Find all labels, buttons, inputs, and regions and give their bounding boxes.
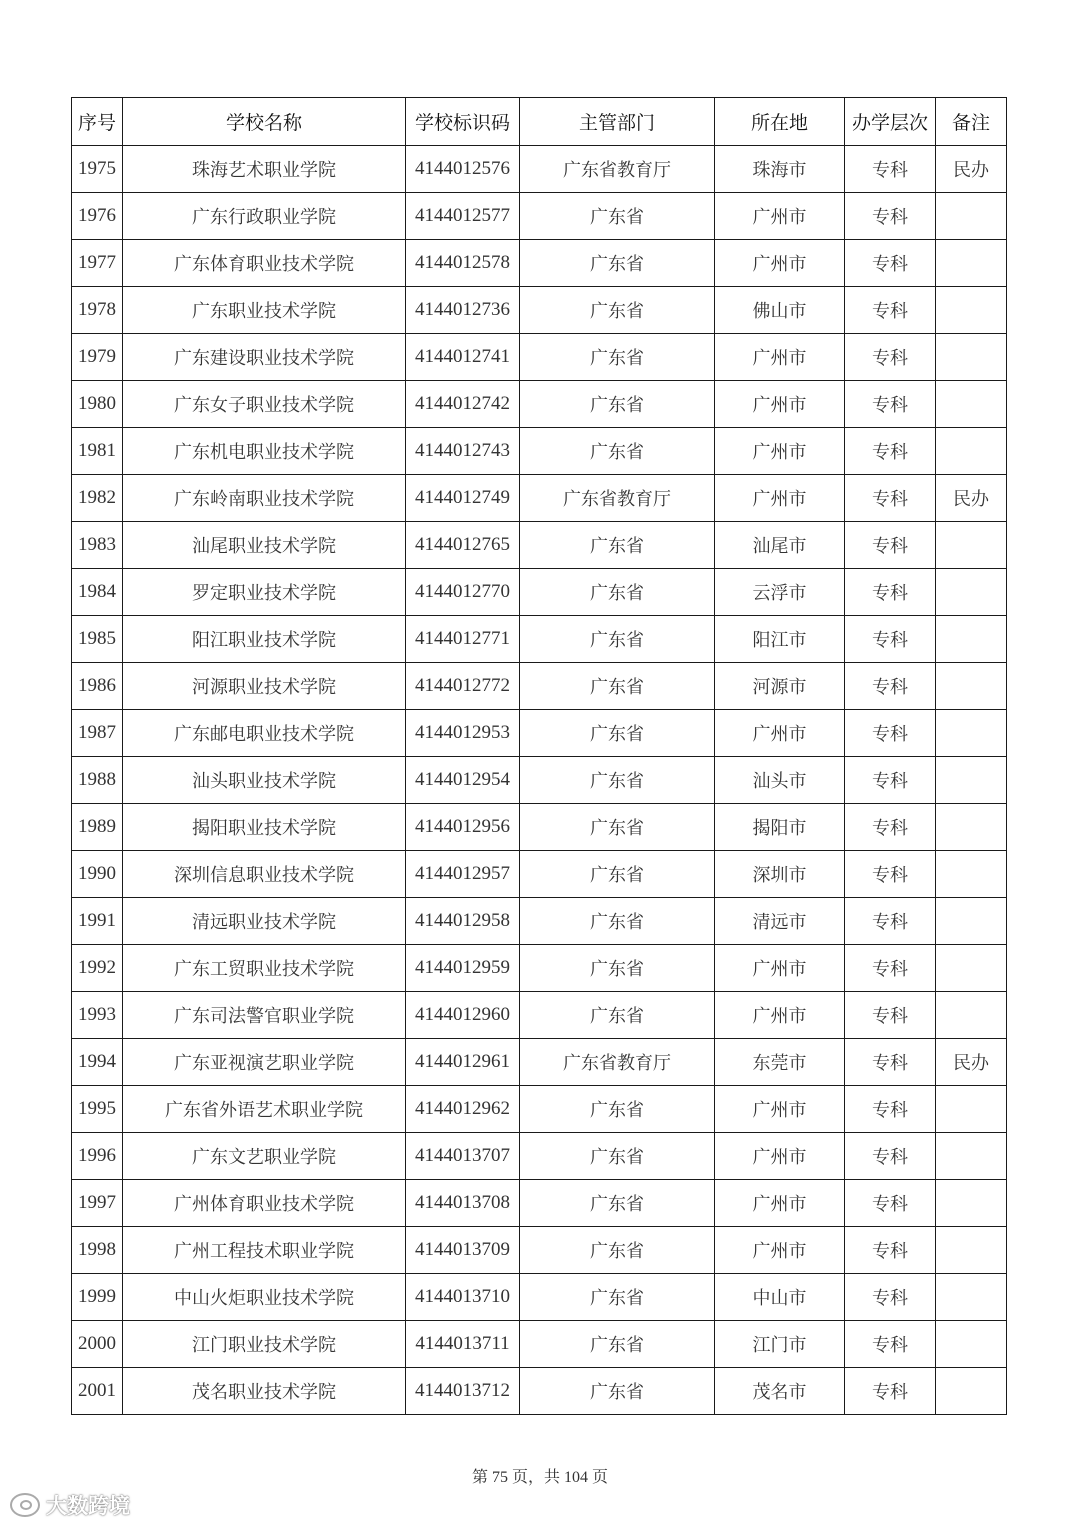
seq-cell: 1991 — [72, 898, 123, 945]
header-school-code: 学校标识码 — [406, 98, 520, 146]
seq-cell: 1993 — [72, 992, 123, 1039]
level-cell: 专科 — [845, 522, 936, 569]
seq-cell: 1992 — [72, 945, 123, 992]
level-cell: 专科 — [845, 663, 936, 710]
header-location: 所在地 — [715, 98, 845, 146]
school-name-cell: 汕尾职业技术学院 — [123, 522, 406, 569]
department-cell: 广东省 — [520, 287, 715, 334]
level-cell: 专科 — [845, 1039, 936, 1086]
table-row — [72, 757, 1007, 804]
watermark-text: 大数跨境 — [46, 1494, 130, 1518]
seq-cell: 1981 — [72, 428, 123, 475]
school-name-cell: 广东职业技术学院 — [123, 287, 406, 334]
school-code-cell: 4144012743 — [406, 428, 520, 475]
school-code-cell: 4144013710 — [406, 1274, 520, 1321]
department-cell: 广东省 — [520, 1368, 715, 1415]
table-row — [72, 381, 1007, 428]
table-row — [72, 945, 1007, 992]
department-cell: 广东省 — [520, 1133, 715, 1180]
level-cell: 专科 — [845, 287, 936, 334]
location-cell: 广州市 — [715, 381, 845, 428]
seq-cell: 1998 — [72, 1227, 123, 1274]
level-cell: 专科 — [845, 1274, 936, 1321]
level-cell: 专科 — [845, 757, 936, 804]
page-number: 第 75 页，共 104 页 — [471, 1469, 608, 1486]
department-cell: 广东省 — [520, 428, 715, 475]
table-row — [72, 240, 1007, 287]
school-code-cell: 4144012953 — [406, 710, 520, 757]
location-cell: 广州市 — [715, 240, 845, 287]
level-cell: 专科 — [845, 240, 936, 287]
department-cell: 广东省 — [520, 992, 715, 1039]
seq-cell: 1979 — [72, 334, 123, 381]
remark-cell — [936, 522, 1007, 569]
location-cell: 清远市 — [715, 898, 845, 945]
table-row — [72, 193, 1007, 240]
location-cell: 广州市 — [715, 1086, 845, 1133]
table-row — [72, 851, 1007, 898]
table-row — [72, 522, 1007, 569]
school-name-cell: 广东体育职业技术学院 — [123, 240, 406, 287]
remark-cell — [936, 710, 1007, 757]
table-row — [72, 1180, 1007, 1227]
school-name-cell: 广东亚视演艺职业学院 — [123, 1039, 406, 1086]
table-row — [72, 569, 1007, 616]
remark-cell — [936, 569, 1007, 616]
remark-cell — [936, 1368, 1007, 1415]
level-cell: 专科 — [845, 1086, 936, 1133]
level-cell: 专科 — [845, 1227, 936, 1274]
location-cell: 珠海市 — [715, 146, 845, 193]
school-code-cell: 4144012749 — [406, 475, 520, 522]
department-cell: 广东省教育厅 — [520, 475, 715, 522]
school-name-cell: 广东文艺职业学院 — [123, 1133, 406, 1180]
table-row — [72, 710, 1007, 757]
school-name-cell: 广州工程技术职业学院 — [123, 1227, 406, 1274]
location-cell: 东莞市 — [715, 1039, 845, 1086]
remark-cell — [936, 1227, 1007, 1274]
level-cell: 专科 — [845, 146, 936, 193]
school-name-cell: 江门职业技术学院 — [123, 1321, 406, 1368]
level-cell: 专科 — [845, 1368, 936, 1415]
seq-cell: 1995 — [72, 1086, 123, 1133]
remark-cell — [936, 898, 1007, 945]
school-code-cell: 4144012956 — [406, 804, 520, 851]
school-name-cell: 广东工贸职业技术学院 — [123, 945, 406, 992]
department-cell: 广东省 — [520, 193, 715, 240]
remark-cell — [936, 1274, 1007, 1321]
seq-cell: 1985 — [72, 616, 123, 663]
table-row — [72, 898, 1007, 945]
table-row — [72, 616, 1007, 663]
school-name-cell: 广东司法警官职业学院 — [123, 992, 406, 1039]
seq-cell: 2001 — [72, 1368, 123, 1415]
remark-cell — [936, 1133, 1007, 1180]
header-seq: 序号 — [72, 98, 123, 146]
level-cell: 专科 — [845, 193, 936, 240]
school-code-cell: 4144012771 — [406, 616, 520, 663]
level-cell: 专科 — [845, 992, 936, 1039]
school-name-cell: 茂名职业技术学院 — [123, 1368, 406, 1415]
header-row — [72, 98, 1007, 146]
school-code-cell: 4144012578 — [406, 240, 520, 287]
remark-cell: 民办 — [936, 146, 1007, 193]
school-code-cell: 4144012772 — [406, 663, 520, 710]
remark-cell — [936, 945, 1007, 992]
table-row — [72, 1133, 1007, 1180]
location-cell: 广州市 — [715, 1133, 845, 1180]
seq-cell: 1982 — [72, 475, 123, 522]
remark-cell — [936, 1321, 1007, 1368]
location-cell: 广州市 — [715, 428, 845, 475]
department-cell: 广东省 — [520, 1086, 715, 1133]
table-row — [72, 1086, 1007, 1133]
remark-cell — [936, 193, 1007, 240]
department-cell: 广东省 — [520, 616, 715, 663]
table-row — [72, 334, 1007, 381]
watermark — [10, 1490, 130, 1520]
remark-cell — [936, 851, 1007, 898]
location-cell: 阳江市 — [715, 616, 845, 663]
table-row — [72, 428, 1007, 475]
department-cell: 广东省 — [520, 522, 715, 569]
department-cell: 广东省教育厅 — [520, 1039, 715, 1086]
level-cell: 专科 — [845, 428, 936, 475]
seq-cell: 1984 — [72, 569, 123, 616]
location-cell: 河源市 — [715, 663, 845, 710]
location-cell: 中山市 — [715, 1274, 845, 1321]
location-cell: 广州市 — [715, 710, 845, 757]
seq-cell: 1975 — [72, 146, 123, 193]
department-cell: 广东省 — [520, 710, 715, 757]
school-code-cell: 4144012742 — [406, 381, 520, 428]
remark-cell — [936, 287, 1007, 334]
school-code-cell: 4144012961 — [406, 1039, 520, 1086]
remark-cell — [936, 1180, 1007, 1227]
level-cell: 专科 — [845, 1133, 936, 1180]
school-code-cell: 4144012960 — [406, 992, 520, 1039]
table-row — [72, 475, 1007, 522]
school-code-cell: 4144012770 — [406, 569, 520, 616]
logo-icon — [10, 1493, 40, 1517]
table-body — [72, 146, 1007, 1415]
school-code-cell: 4144012954 — [406, 757, 520, 804]
school-name-cell: 广东邮电职业技术学院 — [123, 710, 406, 757]
location-cell: 茂名市 — [715, 1368, 845, 1415]
school-table — [71, 97, 1007, 1415]
table-row — [72, 287, 1007, 334]
seq-cell: 1987 — [72, 710, 123, 757]
school-code-cell: 4144012576 — [406, 146, 520, 193]
table-row — [72, 663, 1007, 710]
seq-cell: 1999 — [72, 1274, 123, 1321]
school-code-cell: 4144012741 — [406, 334, 520, 381]
remark-cell — [936, 1086, 1007, 1133]
school-name-cell: 广州体育职业技术学院 — [123, 1180, 406, 1227]
school-code-cell: 4144012962 — [406, 1086, 520, 1133]
department-cell: 广东省 — [520, 851, 715, 898]
seq-cell: 1988 — [72, 757, 123, 804]
location-cell: 江门市 — [715, 1321, 845, 1368]
level-cell: 专科 — [845, 1180, 936, 1227]
seq-cell: 1986 — [72, 663, 123, 710]
school-code-cell: 4144012736 — [406, 287, 520, 334]
school-name-cell: 阳江职业技术学院 — [123, 616, 406, 663]
school-code-cell: 4144012958 — [406, 898, 520, 945]
remark-cell — [936, 428, 1007, 475]
school-name-cell: 广东机电职业技术学院 — [123, 428, 406, 475]
department-cell: 广东省 — [520, 1321, 715, 1368]
school-name-cell: 罗定职业技术学院 — [123, 569, 406, 616]
location-cell: 广州市 — [715, 1180, 845, 1227]
seq-cell: 1989 — [72, 804, 123, 851]
level-cell: 专科 — [845, 334, 936, 381]
table-row — [72, 1368, 1007, 1415]
table-row — [72, 1274, 1007, 1321]
level-cell: 专科 — [845, 475, 936, 522]
school-name-cell: 广东建设职业技术学院 — [123, 334, 406, 381]
seq-cell: 1997 — [72, 1180, 123, 1227]
department-cell: 广东省 — [520, 240, 715, 287]
remark-cell — [936, 992, 1007, 1039]
school-name-cell: 中山火炬职业技术学院 — [123, 1274, 406, 1321]
level-cell: 专科 — [845, 804, 936, 851]
level-cell: 专科 — [845, 569, 936, 616]
school-name-cell: 广东岭南职业技术学院 — [123, 475, 406, 522]
school-code-cell: 4144012957 — [406, 851, 520, 898]
remark-cell — [936, 240, 1007, 287]
location-cell: 广州市 — [715, 193, 845, 240]
location-cell: 佛山市 — [715, 287, 845, 334]
location-cell: 汕头市 — [715, 757, 845, 804]
seq-cell: 1996 — [72, 1133, 123, 1180]
department-cell: 广东省 — [520, 898, 715, 945]
seq-cell: 1983 — [72, 522, 123, 569]
location-cell: 云浮市 — [715, 569, 845, 616]
department-cell: 广东省 — [520, 1274, 715, 1321]
school-name-cell: 广东行政职业学院 — [123, 193, 406, 240]
remark-cell — [936, 334, 1007, 381]
department-cell: 广东省 — [520, 569, 715, 616]
location-cell: 广州市 — [715, 992, 845, 1039]
school-code-cell: 4144013708 — [406, 1180, 520, 1227]
school-code-cell: 4144013711 — [406, 1321, 520, 1368]
header-level: 办学层次 — [845, 98, 936, 146]
school-name-cell: 广东省外语艺术职业学院 — [123, 1086, 406, 1133]
table-row — [72, 146, 1007, 193]
level-cell: 专科 — [845, 381, 936, 428]
table-row — [72, 804, 1007, 851]
department-cell: 广东省 — [520, 1227, 715, 1274]
remark-cell: 民办 — [936, 1039, 1007, 1086]
department-cell: 广东省 — [520, 334, 715, 381]
seq-cell: 1977 — [72, 240, 123, 287]
seq-cell: 2000 — [72, 1321, 123, 1368]
department-cell: 广东省教育厅 — [520, 146, 715, 193]
school-name-cell: 广东女子职业技术学院 — [123, 381, 406, 428]
remark-cell — [936, 381, 1007, 428]
location-cell: 广州市 — [715, 475, 845, 522]
school-code-cell: 4144012959 — [406, 945, 520, 992]
department-cell: 广东省 — [520, 1180, 715, 1227]
school-name-cell: 河源职业技术学院 — [123, 663, 406, 710]
location-cell: 深圳市 — [715, 851, 845, 898]
school-name-cell: 清远职业技术学院 — [123, 898, 406, 945]
table-row — [72, 1227, 1007, 1274]
school-name-cell: 珠海艺术职业学院 — [123, 146, 406, 193]
seq-cell: 1978 — [72, 287, 123, 334]
level-cell: 专科 — [845, 851, 936, 898]
remark-cell — [936, 663, 1007, 710]
department-cell: 广东省 — [520, 663, 715, 710]
table-row — [72, 992, 1007, 1039]
level-cell: 专科 — [845, 945, 936, 992]
seq-cell: 1994 — [72, 1039, 123, 1086]
school-code-cell: 4144012765 — [406, 522, 520, 569]
department-cell: 广东省 — [520, 945, 715, 992]
table-row — [72, 1321, 1007, 1368]
remark-cell: 民办 — [936, 475, 1007, 522]
school-name-cell: 深圳信息职业技术学院 — [123, 851, 406, 898]
location-cell: 广州市 — [715, 1227, 845, 1274]
table-row — [72, 1039, 1007, 1086]
school-name-cell: 汕头职业技术学院 — [123, 757, 406, 804]
location-cell: 揭阳市 — [715, 804, 845, 851]
seq-cell: 1976 — [72, 193, 123, 240]
level-cell: 专科 — [845, 616, 936, 663]
level-cell: 专科 — [845, 1321, 936, 1368]
remark-cell — [936, 804, 1007, 851]
school-name-cell: 揭阳职业技术学院 — [123, 804, 406, 851]
remark-cell — [936, 616, 1007, 663]
department-cell: 广东省 — [520, 757, 715, 804]
location-cell: 汕尾市 — [715, 522, 845, 569]
school-code-cell: 4144013707 — [406, 1133, 520, 1180]
header-department: 主管部门 — [520, 98, 715, 146]
remark-cell — [936, 757, 1007, 804]
level-cell: 专科 — [845, 710, 936, 757]
department-cell: 广东省 — [520, 381, 715, 428]
seq-cell: 1990 — [72, 851, 123, 898]
location-cell: 广州市 — [715, 945, 845, 992]
school-code-cell: 4144012577 — [406, 193, 520, 240]
header-school-name: 学校名称 — [123, 98, 406, 146]
department-cell: 广东省 — [520, 804, 715, 851]
school-code-cell: 4144013712 — [406, 1368, 520, 1415]
school-code-cell: 4144013709 — [406, 1227, 520, 1274]
header-remark: 备注 — [936, 98, 1007, 146]
seq-cell: 1980 — [72, 381, 123, 428]
level-cell: 专科 — [845, 898, 936, 945]
location-cell: 广州市 — [715, 334, 845, 381]
